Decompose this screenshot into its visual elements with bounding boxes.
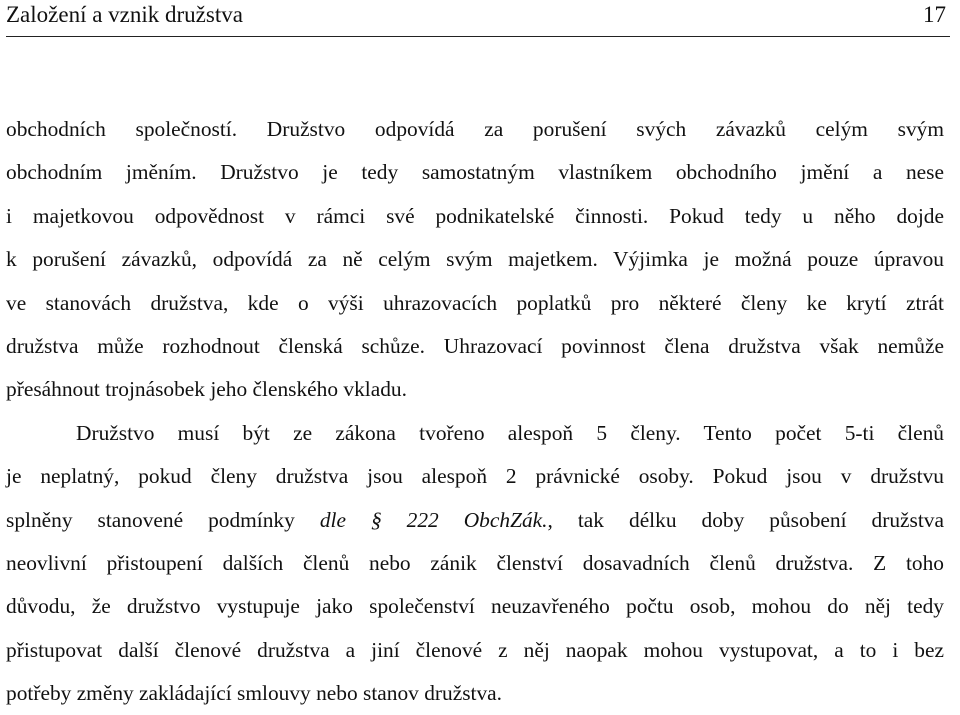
text-line: potřeby změny zakládající smlouvy nebo stanov družstva.: [6, 681, 503, 706]
text-line: obchodních společností. Družstvo odpovídá za porušení svých závazků celým svým: [6, 117, 944, 141]
page-header: [6, 0, 950, 37]
chapter-title: Založení a vznik družstva: [6, 2, 243, 27]
paragraph-1: [6, 108, 944, 412]
text-line-with-citation: [6, 499, 944, 542]
body-text: [6, 108, 944, 715]
text-line: Družstvo musí být ze zákona tvořeno alespoň 5 členy. Tento počet 5-ti členů: [76, 420, 944, 445]
text-line: neovlivní přistoupení dalších členů nebo zánik členství dosavadních členů družstva. Z toho: [6, 550, 944, 575]
text-line: družstva může rozhodnout členská schůze. Uhrazovací povinnost člena družstva však nemůže: [6, 333, 944, 358]
paragraph-2: [6, 412, 944, 715]
text-line: přistupovat další členové družstva a jiní členové z něj naopak mohou vystupovat, a to i bez: [6, 637, 944, 662]
text-line: ve stanovách družstva, kde o výši uhrazovacích poplatků pro některé členy ke krytí ztrát: [6, 290, 944, 315]
text-line: přesáhnout trojnásobek jeho členského vkladu.: [6, 377, 407, 402]
text-line: k porušení závazků, odpovídá za ně celým svým majetkem. Výjimka je možná pouze úpravou: [6, 247, 944, 272]
text-line: obchodním jměním. Družstvo je tedy samostatným vlastníkem obchodního jmění a nese: [6, 160, 944, 185]
text-fragment: splněny stanovené podmínky: [6, 507, 320, 532]
text-fragment: , tak délku doby působení družstva: [547, 507, 944, 532]
page-number: 17: [923, 2, 946, 27]
text-line: důvodu, že družstvo vystupuje jako společenství neuzavřeného počtu osob, mohou do něj tedy: [6, 594, 944, 619]
text-line: je neplatný, pokud členy družstva jsou alespoň 2 právnické osoby. Pokud jsou v družstvu: [6, 464, 944, 489]
text-line: i majetkovou odpovědnost v rámci své podnikatelské činnosti. Pokud tedy u něho dojde: [6, 203, 944, 228]
law-citation: dle § 222 ObchZák.: [319, 507, 548, 532]
